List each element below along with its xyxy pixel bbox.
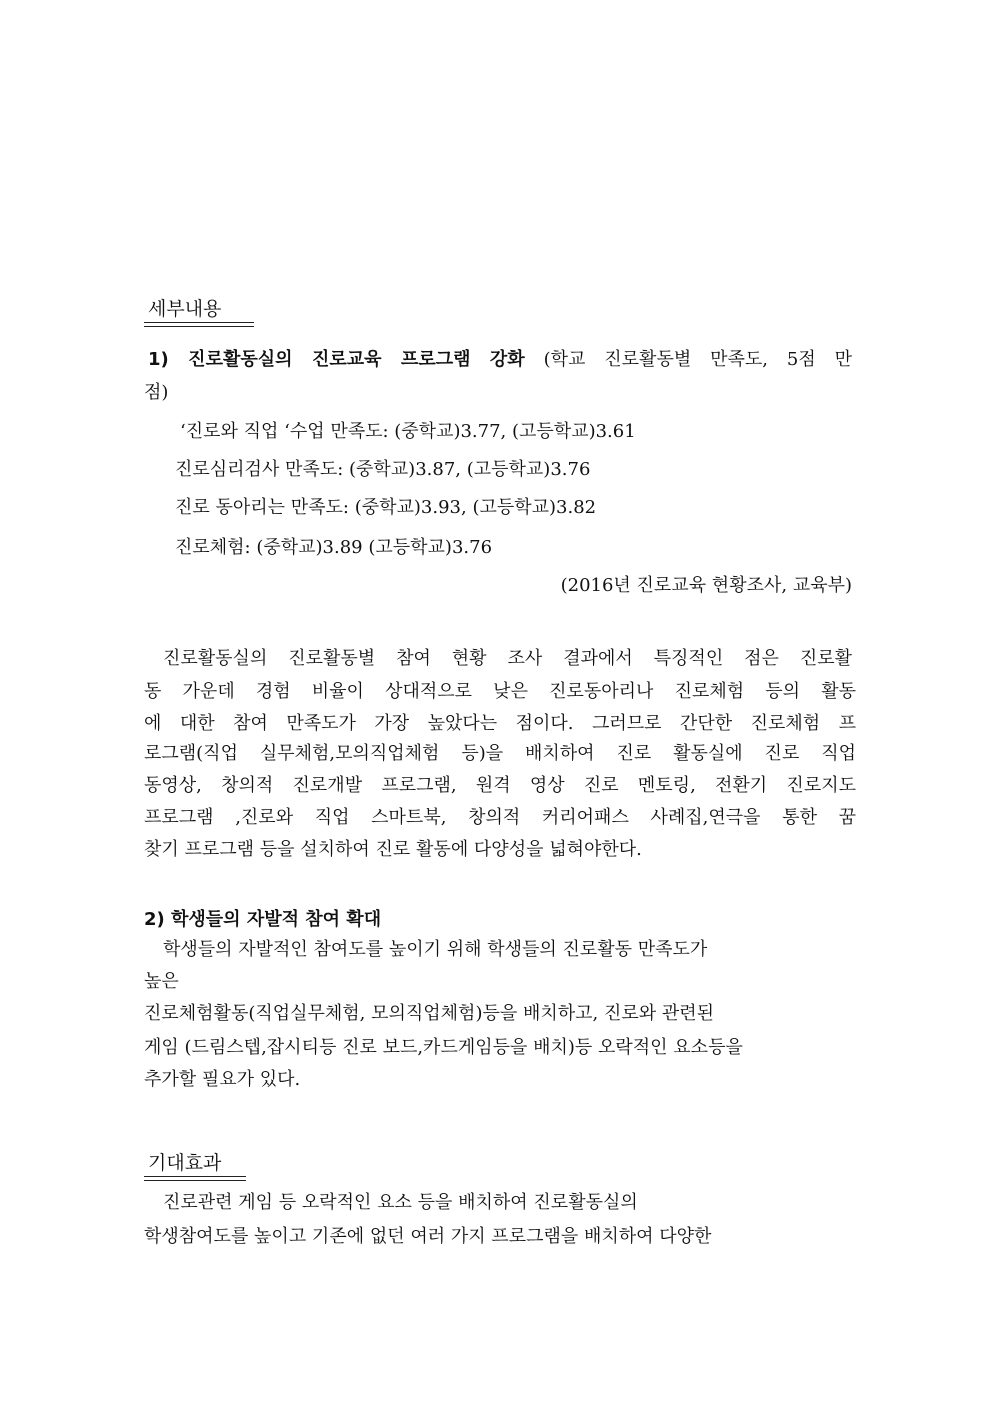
paragraph-line: 동영상, 창의적 진로개발 프로그램, 원격 영상 진로 멘토링, 전환기 진로지도 (144, 775, 856, 796)
source-citation: (2016년 진로교육 현황조사, 교육부) (560, 575, 852, 596)
stat-line: 진로심리검사 만족도: (중학교)3.87, (고등학교)3.76 (175, 459, 591, 480)
item1-title-rest: (학교 진로활동별 만족도, 5점 만 (524, 349, 852, 370)
item2-line: 높은 (144, 971, 179, 992)
paragraph-line: 프로그램 ,진로와 직업 스마트북, 창의적 커리어패스 사례집,연극을 통한 꿈 (144, 807, 856, 828)
stat-line: ‘진로와 직업 ‘수업 만족도: (중학교)3.77, (고등학교)3.61 (180, 421, 636, 442)
paragraph-line: 찾기 프로그램 등을 설치하여 진로 활동에 다양성을 넓혀야한다. (144, 839, 642, 860)
section-heading-expected-effects: 기대효과 (148, 1152, 222, 1174)
stat-line: 진로 동아리는 만족도: (중학교)3.93, (고등학교)3.82 (175, 497, 597, 518)
effects-line: 진로관련 게임 등 오락적인 요소 등을 배치하여 진로활동실의 (163, 1192, 638, 1213)
effects-line: 학생참여도를 높이고 기존에 없던 여러 가지 프로그램을 배치하여 다양한 (144, 1226, 712, 1247)
item1-title-wrap: 점) (144, 382, 169, 403)
item2-line: 진로체험활동(직업실무체험, 모의직업체험)등을 배치하고, 진로와 관련된 (144, 1003, 715, 1024)
item2-line: 추가할 필요가 있다. (144, 1069, 301, 1090)
paragraph-line: 진로활동실의 진로활동별 참여 현황 조사 결과에서 특징적인 점은 진로활 (163, 648, 852, 669)
stat-line: 진로체험: (중학교)3.89 (고등학교)3.76 (175, 537, 493, 558)
heading-double-underline (144, 1176, 246, 1181)
item2-line: 학생들의 자발적인 참여도를 높이기 위해 학생들의 진로활동 만족도가 (163, 939, 708, 960)
item2-title: 2) 학생들의 자발적 참여 확대 (144, 909, 382, 930)
item2-line: 게임 (드림스텝,잡시티등 진로 보드,카드게임등을 배치)등 오락적인 요소등을 (144, 1037, 743, 1058)
item1-title (148, 348, 852, 372)
paragraph-line: 동 가운데 경험 비율이 상대적으로 낮은 진로동아리나 진로체험 등의 활동 (144, 681, 856, 702)
heading-double-underline (144, 322, 254, 327)
item1-title-bold: 1) 진로활동실의 진로교육 프로그램 강화 (148, 349, 525, 370)
paragraph-line: 에 대한 참여 만족도가 가장 높았다는 점이다. 그러므로 간단한 진로체험 프 (144, 713, 856, 734)
section-heading-details: 세부내용 (148, 298, 222, 320)
paragraph-line: 로그램(직업 실무체험,모의직업체험 등)을 배치하여 진로 활동실에 진로 직업 (144, 743, 856, 764)
